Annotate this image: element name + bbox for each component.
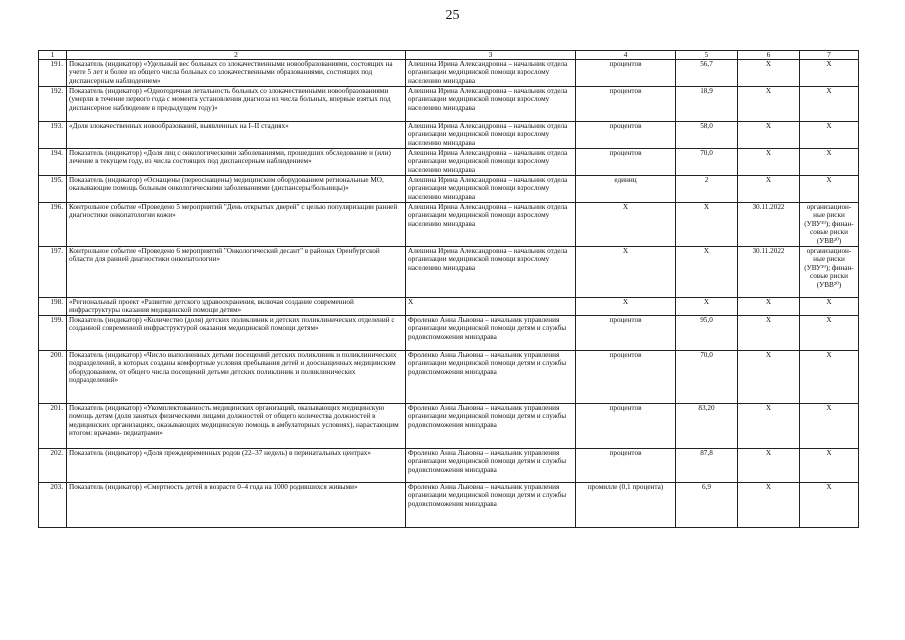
measure-name: «Доля злокачественных новообразований, выявленных на I–II стадиях» bbox=[67, 122, 406, 149]
responsible-person: Х bbox=[406, 298, 576, 316]
unit-of-measure: процентов bbox=[576, 149, 676, 176]
target-value: Х bbox=[676, 203, 738, 247]
unit-of-measure: единиц bbox=[576, 176, 676, 203]
unit-of-measure: процентов bbox=[576, 448, 676, 482]
deadline-date: Х bbox=[738, 149, 800, 176]
measure-name: Показатель (индикатор) «Смертность детей в возрасте 0–4 года на 1000 родившихся живыми» bbox=[67, 482, 406, 527]
measure-name: Показатель (индикатор) «Одногодичная летальность больных со злокачественными новообразованиями (умерли в течение первого года с момента установления диагноза из числа больных, впервые взятых под диспансерное наблюдение в предыдущем году)» bbox=[67, 87, 406, 122]
risk-assessment: Х bbox=[800, 350, 859, 403]
measure-name: «Региональный проект «Развитие детского здравоохранения, включая создание современной инфраструктуры оказания медицинской помощи детям» bbox=[67, 298, 406, 316]
deadline-date: Х bbox=[738, 448, 800, 482]
risk-assessment: Х bbox=[800, 448, 859, 482]
measure-name: Контрольное событие «Проведено 6 мероприятий "Онкологический десант" в районах Оренбургской области для ранней диагностики онкопатологии» bbox=[67, 247, 406, 298]
risk-assessment: Х bbox=[800, 176, 859, 203]
risk-assessment: Х bbox=[800, 482, 859, 527]
responsible-person: Алешина Ирина Александровна – начальник отдела организации медицинской помощи взрослому населению минздрава bbox=[406, 60, 576, 87]
target-value: Х bbox=[676, 247, 738, 298]
column-header: 1 bbox=[39, 51, 67, 60]
responsible-person: Алешина Ирина Александровна – начальник отдела организации медицинской помощи взрослому населению минздрава bbox=[406, 203, 576, 247]
column-header: 3 bbox=[406, 51, 576, 60]
target-value: 58,0 bbox=[676, 122, 738, 149]
unit-of-measure: промилле (0,1 процента) bbox=[576, 482, 676, 527]
column-header: 5 bbox=[676, 51, 738, 60]
measure-name: Показатель (индикатор) «Оснащены (переоснащены) медицинским оборудованием региональные МО, оказывающие помощь больным онкологическими заболеваниями (диспансеры/больницы)» bbox=[67, 176, 406, 203]
row-number: 203. bbox=[39, 482, 67, 527]
unit-of-measure: процентов bbox=[576, 60, 676, 87]
table-row bbox=[39, 60, 859, 87]
deadline-date: Х bbox=[738, 122, 800, 149]
table-header-row bbox=[39, 51, 859, 60]
page-number: 25 bbox=[445, 8, 460, 23]
row-number: 195. bbox=[39, 176, 67, 203]
responsible-person: Алешина Ирина Александровна – начальник отдела организации медицинской помощи взрослому населению минздрава bbox=[406, 149, 576, 176]
target-value: 6,9 bbox=[676, 482, 738, 527]
column-header: 4 bbox=[576, 51, 676, 60]
responsible-person: Алешина Ирина Александровна – начальник отдела организации медицинской помощи взрослому населению минздрава bbox=[406, 122, 576, 149]
responsible-person: Фроленко Анна Львовна – начальник управления организации медицинской помощи детям и службы родовспоможения минздрава bbox=[406, 448, 576, 482]
row-number: 194. bbox=[39, 149, 67, 176]
column-header: 2 bbox=[67, 51, 406, 60]
deadline-date: Х bbox=[738, 176, 800, 203]
table-row bbox=[39, 403, 859, 448]
row-number: 200. bbox=[39, 350, 67, 403]
deadline-date: Х bbox=[738, 87, 800, 122]
responsible-person: Алешина Ирина Александровна – начальник отдела организации медицинской помощи взрослому населению минздрава bbox=[406, 176, 576, 203]
table-row bbox=[39, 350, 859, 403]
risk-assessment: организацион-ные риски (УВУ¹⁹); финан-совые риски (УВВ²⁰) bbox=[800, 203, 859, 247]
unit-of-measure: Х bbox=[576, 298, 676, 316]
row-number: 197. bbox=[39, 247, 67, 298]
responsible-person: Алешина Ирина Александровна – начальник отдела организации медицинской помощи взрослому населению минздрава bbox=[406, 87, 576, 122]
responsible-person: Фроленко Анна Львовна – начальник управления организации медицинской помощи детям и службы родовспоможения минздрава bbox=[406, 315, 576, 350]
responsible-person: Фроленко Анна Львовна – начальник управления организации медицинской помощи детям и службы родовспоможения минздрава bbox=[406, 350, 576, 403]
target-value: 56,7 bbox=[676, 60, 738, 87]
measure-name: Показатель (индикатор) «Удельный вес больных со злокачественными новообразованиями, состоящих на учете 5 лет и более из общего числа больных со злокачественными образованиями, состоящих под диспансерным наблюдением» bbox=[67, 60, 406, 87]
row-number: 202. bbox=[39, 448, 67, 482]
measures-table bbox=[38, 50, 859, 528]
row-number: 198. bbox=[39, 298, 67, 316]
target-value: 18,9 bbox=[676, 87, 738, 122]
deadline-date: Х bbox=[738, 403, 800, 448]
row-number: 196. bbox=[39, 203, 67, 247]
responsible-person: Фроленко Анна Львовна – начальник управления организации медицинской помощи детям и службы родовспоможения минздрава bbox=[406, 482, 576, 527]
table-row bbox=[39, 87, 859, 122]
target-value: 83,20 bbox=[676, 403, 738, 448]
unit-of-measure: процентов bbox=[576, 350, 676, 403]
table-row bbox=[39, 122, 859, 149]
target-value: 70,0 bbox=[676, 350, 738, 403]
deadline-date: Х bbox=[738, 298, 800, 316]
risk-assessment: Х bbox=[800, 298, 859, 316]
table-row bbox=[39, 298, 859, 316]
target-value: 95,0 bbox=[676, 315, 738, 350]
column-header: 6 bbox=[738, 51, 800, 60]
table-row bbox=[39, 176, 859, 203]
row-number: 199. bbox=[39, 315, 67, 350]
measure-name: Показатель (индикатор) «Количество (доля) детских поликлиник и детских поликлинических отделений с созданной современной инфраструктурой оказания медицинской помощи детям» bbox=[67, 315, 406, 350]
measure-name: Показатель (индикатор) «Укомплектованность медицинских организаций, оказывающих медицинскую помощь детям (доля занятых физическими лицами должностей от общего количества должностей в медицинских организациях, оказывающих медицинскую помощь в амбулаторных условиях), нарастающим итогом: врачами- педиатрами» bbox=[67, 403, 406, 448]
deadline-date: 30.11.2022 bbox=[738, 203, 800, 247]
deadline-date: 30.11.2022 bbox=[738, 247, 800, 298]
unit-of-measure: Х bbox=[576, 203, 676, 247]
table-row bbox=[39, 203, 859, 247]
table-row bbox=[39, 247, 859, 298]
unit-of-measure: процентов bbox=[576, 403, 676, 448]
deadline-date: Х bbox=[738, 60, 800, 87]
risk-assessment: Х bbox=[800, 122, 859, 149]
target-value: 87,8 bbox=[676, 448, 738, 482]
row-number: 193. bbox=[39, 122, 67, 149]
measure-name: Показатель (индикатор) «Число выполненных детьми посещений детских поликлиник и поликлинических подразделений, в которых созданы комфортные условия пребывания детей и дооснащенных медицинским оборудованием, от общего числа посещений детьми детских поликлиник и поликлинических подразделений» bbox=[67, 350, 406, 403]
target-value: Х bbox=[676, 298, 738, 316]
deadline-date: Х bbox=[738, 482, 800, 527]
unit-of-measure: процентов bbox=[576, 315, 676, 350]
unit-of-measure: процентов bbox=[576, 122, 676, 149]
row-number: 191. bbox=[39, 60, 67, 87]
deadline-date: Х bbox=[738, 350, 800, 403]
table-row bbox=[39, 149, 859, 176]
target-value: 70,0 bbox=[676, 149, 738, 176]
unit-of-measure: Х bbox=[576, 247, 676, 298]
deadline-date: Х bbox=[738, 315, 800, 350]
row-number: 192. bbox=[39, 87, 67, 122]
table-row bbox=[39, 448, 859, 482]
risk-assessment: организацион-ные риски (УВУ¹⁹); финан-совые риски (УВВ²⁰) bbox=[800, 247, 859, 298]
responsible-person: Алешина Ирина Александровна – начальник отдела организации медицинской помощи взрослому населению минздрава bbox=[406, 247, 576, 298]
risk-assessment: Х bbox=[800, 87, 859, 122]
table-row bbox=[39, 482, 859, 527]
row-number: 201. bbox=[39, 403, 67, 448]
responsible-person: Фроленко Анна Львовна – начальник управления организации медицинской помощи детям и службы родовспоможения минздрава bbox=[406, 403, 576, 448]
risk-assessment: Х bbox=[800, 403, 859, 448]
measure-name: Показатель (индикатор) «Доля лиц с онкологическими заболеваниями, прошедших обследование и (или) лечение в текущем году, из числа состоящих под диспансерным наблюдением» bbox=[67, 149, 406, 176]
table-row bbox=[39, 315, 859, 350]
unit-of-measure: процентов bbox=[576, 87, 676, 122]
target-value: 2 bbox=[676, 176, 738, 203]
risk-assessment: Х bbox=[800, 149, 859, 176]
measure-name: Контрольное событие «Проведено 5 мероприятий "День открытых дверей" с целью популяризации ранней диагностики онкопатологии кожи» bbox=[67, 203, 406, 247]
measure-name: Показатель (индикатор) «Доля преждевременных родов (22–37 недель) в перинатальных центрах» bbox=[67, 448, 406, 482]
risk-assessment: Х bbox=[800, 60, 859, 87]
column-header: 7 bbox=[800, 51, 859, 60]
risk-assessment: Х bbox=[800, 315, 859, 350]
